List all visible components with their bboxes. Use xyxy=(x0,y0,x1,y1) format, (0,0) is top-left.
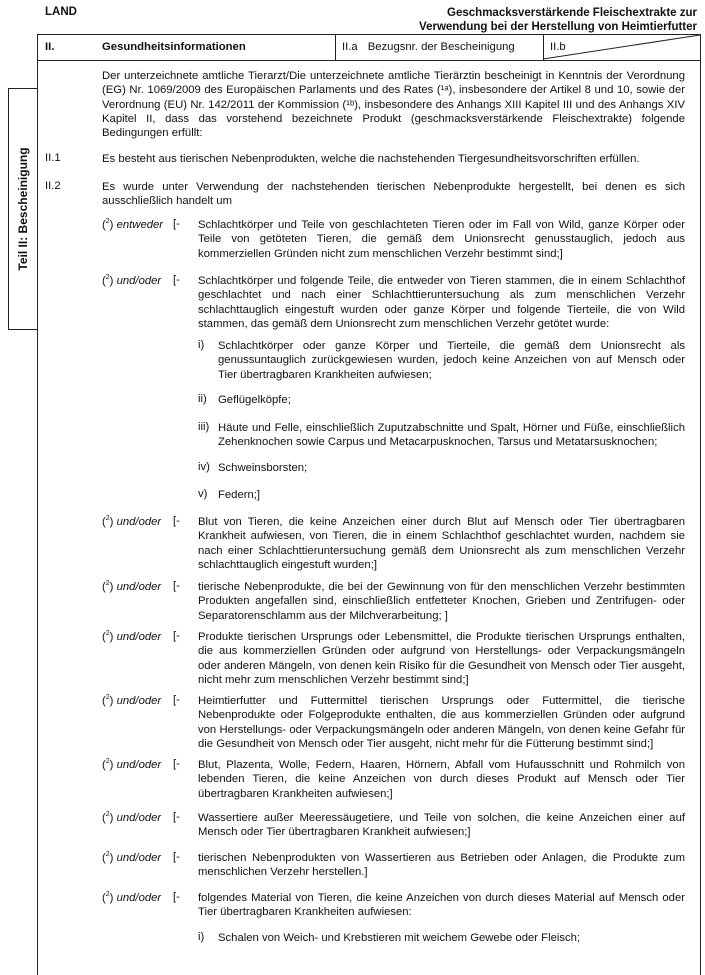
subitem-text: Schweinsborsten; xyxy=(218,462,308,474)
option-bracket: [- xyxy=(173,694,180,706)
option-bracket: [- xyxy=(173,758,180,770)
option-text: Blut von Tieren, die keine Anzeichen einer durch Blut auf Mensch oder Tier übertragbaren Krankheit aufwiesen, von Tieren, die in einem Schlachthof geschlachtet wurden, nachdem sie nach einer Schlachttieruntersuchung gemäß dem Unionsrecht als zum menschlichen Verzehr schlachttauglich eingestuft wurden;] xyxy=(198,516,685,571)
option-text: tierische Nebenprodukte, die bei der Gewinnung von für den menschlichen Verzehr bestimmten Produkten angefallen sind, einschließlich entfetteter Knochen, Grieben und Zentrifugen- oder Separatorenschlamm aus der Milchverarbeitung; ] xyxy=(198,581,685,622)
subitem-text: Häute und Felle, einschließlich Zuputzabschnitte und Spalt, Hörner und Füße, einschließlich Zehenknochen sowie Carpus und Metacarpusknochen, Tarsus und Metatarsusknochen; xyxy=(218,422,685,449)
option-label: ($^2$) und/oder xyxy=(102,758,162,771)
clause-number: II.1 xyxy=(45,152,61,164)
reference-b-label: II.b xyxy=(550,41,566,53)
subitem-number: iii) xyxy=(198,421,210,433)
option-label: ($^2$) und/oder xyxy=(102,630,162,643)
subitem-text: Schalen von Weich- und Krebstieren mit weichem Gewebe oder Fleisch; xyxy=(218,932,581,944)
option-text: Wassertiere außer Meeressäugetiere, und Teile von solchen, die keine Anzeichen einer auf Mensch oder Tier übertragbaren Krankheit aufwiesen;] xyxy=(198,812,685,839)
option-label: ($^2$) und/oder xyxy=(102,851,162,864)
section-number: II. xyxy=(45,41,55,53)
strikethrough-diagonal xyxy=(543,34,700,60)
clause-text: Es besteht aus tierischen Nebenprodukten, welche die nachstehenden Tiergesundheitsvorschriften erfüllen. xyxy=(102,153,640,165)
subitem-text: Schlachtkörper oder ganze Körper und Tierteile, die gemäß dem Unionsrecht als genussuntauglich zurückgewiesen wurden, jedoch keine Anzeichen von auf Mensch oder Tier übertragbaren Krankheiten aufwiesen; xyxy=(218,340,685,381)
option-bracket: [- xyxy=(173,580,180,592)
subitem-number: ii) xyxy=(198,393,207,405)
clause-number: II.2 xyxy=(45,180,61,192)
document-title-line1: Geschmacksverstärkende Fleischextrakte zur xyxy=(447,7,697,19)
document-title xyxy=(419,6,697,34)
side-tab xyxy=(8,88,37,330)
subitem-number: v) xyxy=(198,488,208,500)
option-label: ($^2$) und/oder xyxy=(102,274,162,287)
option-bracket: [- xyxy=(173,811,180,823)
reference-number-code: II.a xyxy=(342,41,358,53)
reference-number-label: Bezugsnr. der Bescheinigung xyxy=(367,41,515,53)
option-label: ($^2$) und/oder xyxy=(102,580,162,593)
country-label: LAND xyxy=(45,6,77,18)
side-tab-label: Teil II: Bescheinigung xyxy=(16,147,30,271)
option-label: ($^2$) entweder xyxy=(102,218,164,231)
option-text: Heimtierfutter und Futtermittel tierischen Ursprungs oder Futtermittel, die tierische Nebenprodukte oder Folgeprodukte enthalten, die aus kommerziellen Gründen oder aufgrund von Herstellungs- oder Verpackungsmängeln oder anderen Mängeln, von denen keine Gefahr für die Gesundheit von Mensch oder Tier ausgeht, nicht mehr für die Fütterung bestimmt sind;] xyxy=(198,695,685,750)
intro-paragraph: Der unterzeichnete amtliche Tierarzt/Die unterzeichnete amtliche Tierärztin bescheinigt in Kenntnis der Verordnung (EG) Nr. 1069/2009 des Europäischen Parlaments und des Rates (¹ᵃ), insbesondere der Artikel 8 und 10, sowie der Verordnung (EU) Nr. 142/2011 der Kommission (¹ᵇ), insbesondere des Anhangs XIII Kapitel III und des Anhangs XIV Kapitel II, dass das vorstehend bezeichnete Produkt (geschmacksverstärkende Fleischextrakte) folgende Bedingungen erfüllt: xyxy=(102,70,685,140)
option-text: tierischen Nebenprodukten von Wassertieren aus Betrieben oder Anlagen, die Produkte zum menschlichen Verzehr herstellen.] xyxy=(198,852,685,879)
subitem-number: i) xyxy=(198,339,205,351)
subitem-text: Federn;] xyxy=(218,489,261,501)
option-label: ($^2$) und/oder xyxy=(102,811,162,824)
option-label: ($^2$) und/oder xyxy=(102,515,162,528)
option-bracket: [- xyxy=(173,274,180,286)
option-text: Schlachtkörper und folgende Teile, die entweder von Tieren stammen, die in einem Schlachthof geschlachtet und nach einer Schlachttieruntersuchung als zum menschlichen Verzehr schlachttauglich eingestuft wurden oder ganze Körper und folgende Tierteile, die von Wild stammen, das gemäß dem Unionsrecht zum menschlichen Verzehr getötet wurde: xyxy=(198,275,685,330)
document-title-line2: Verwendung bei der Herstellung von Heimtierfutter xyxy=(419,21,697,33)
section-title: Gesundheitsinformationen xyxy=(102,41,246,53)
reference-number-cell xyxy=(335,34,543,60)
option-text: Schlachtkörper und Teile von geschlachteten Tieren oder im Fall von Wild, ganze Körper oder Teile von getöteten Tieren, die gemäß dem Unionsrecht genusstauglich, jedoch aus kommerziellen Gründen nicht zum menschlichen Verzehr bestimmt sind;] xyxy=(198,219,685,260)
subitem-number: iv) xyxy=(198,461,210,473)
option-label: ($^2$) und/oder xyxy=(102,891,162,904)
option-text: Produkte tierischen Ursprungs oder Lebensmittel, die Produkte tierischen Ursprungs enthalten, die aus kommerziellen Gründen oder aufgrund von Herstellungs- oder Verpackungsmängeln oder anderen Mängeln, von denen kein Risiko für die Gesundheit von Mensch oder Tier ausgeht, nicht mehr zum menschlichen Verzehr bestimmt sind;] xyxy=(198,631,685,686)
option-bracket: [- xyxy=(173,851,180,863)
option-text: Blut, Plazenta, Wolle, Federn, Haaren, Hörnern, Abfall vom Hufausschnitt und Rohmilch von lebenden Tieren, die keine Anzeichen von durch dieses Produkt auf Mensch oder Tier übertragbaren Krankheiten aufwiesen;] xyxy=(198,759,685,800)
subitem-number: i) xyxy=(198,931,205,943)
clause-text: Es wurde unter Verwendung der nachstehenden tierischen Nebenprodukte hergestellt, bei denen es sich ausschließlich handelt um xyxy=(102,181,685,208)
section-header-row xyxy=(37,34,700,61)
subitem-text: Geflügelköpfe; xyxy=(218,394,291,406)
option-bracket: [- xyxy=(173,630,180,642)
option-bracket: [- xyxy=(173,218,180,230)
option-label: ($^2$) und/oder xyxy=(102,694,162,707)
option-bracket: [- xyxy=(173,515,180,527)
option-text: folgendes Material von Tieren, die keine Anzeichen von durch dieses Material auf Mensch oder Tier übertragbaren Krankheiten aufwiesen: xyxy=(198,892,685,919)
option-bracket: [- xyxy=(173,891,180,903)
